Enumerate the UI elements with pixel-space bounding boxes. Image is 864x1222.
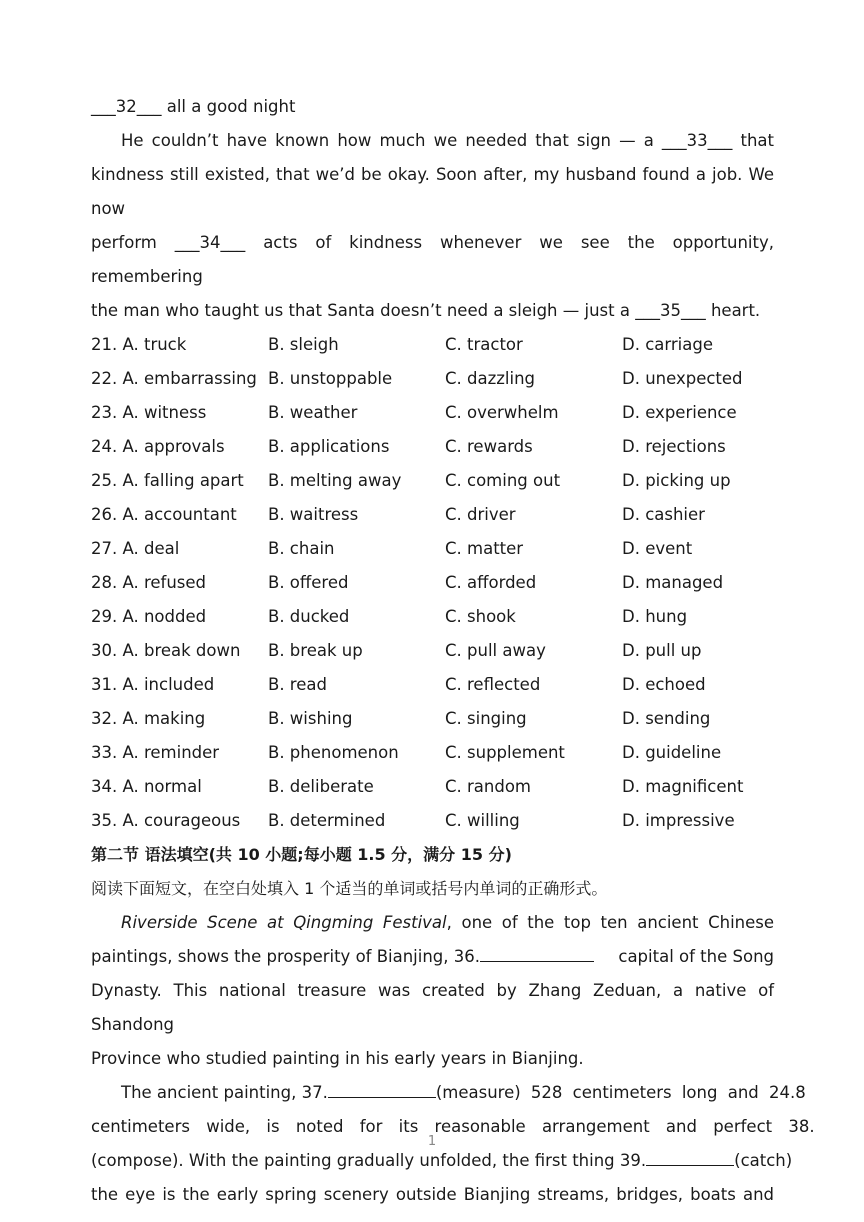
options-list — [91, 328, 774, 838]
option-choice: 35. A. courageous — [91, 811, 241, 830]
option-choice: C. random — [445, 777, 532, 796]
passage-line: Dynasty. This national treasure was created by Zhang Zeduan, a native of Shandong — [91, 981, 774, 1034]
passage-line — [91, 1144, 793, 1178]
option-row — [91, 566, 774, 600]
blank-36 — [480, 943, 594, 962]
option-choice: D. carriage — [622, 335, 713, 354]
option-choice: C. tractor — [445, 335, 523, 354]
option-choice: D. rejections — [622, 437, 726, 456]
option-row — [91, 532, 774, 566]
blank-39 — [646, 1147, 734, 1166]
passage-text: The ancient painting, 37. — [121, 1083, 328, 1102]
option-choice: C. rewards — [445, 437, 533, 456]
option-choice: B. weather — [268, 403, 358, 422]
option-choice: C. singing — [445, 709, 527, 728]
option-choice: C. pull away — [445, 641, 546, 660]
option-choice: 23. A. witness — [91, 403, 207, 422]
option-choice: 26. A. accountant — [91, 505, 237, 524]
option-choice: B. applications — [268, 437, 390, 456]
passage-line — [91, 1076, 806, 1110]
passage-line: kindness still existed, that we’d be okay. Soon after, my husband found a job. We now — [91, 165, 774, 218]
option-choice: C. reflected — [445, 675, 541, 694]
passage-line: the eye is the early spring scenery outside Bianjing streams, bridges, boats and — [91, 1185, 774, 1204]
option-choice: B. phenomenon — [268, 743, 399, 762]
option-choice: C. coming out — [445, 471, 561, 490]
passage-text: (catch) — [734, 1151, 793, 1170]
option-choice: C. afforded — [445, 573, 537, 592]
passage-line: ___32___ all a good night — [91, 97, 296, 116]
option-choice: 27. A. deal — [91, 539, 180, 558]
option-row — [91, 328, 774, 362]
option-choice: C. dazzling — [445, 369, 536, 388]
option-choice: D. impressive — [622, 811, 735, 830]
passage-line — [91, 906, 774, 940]
option-row — [91, 668, 774, 702]
section-heading: 第二节 语法填空(共 10 小题;每小题 1.5 分，满分 15 分) — [91, 845, 512, 864]
option-choice: B. wishing — [268, 709, 353, 728]
option-row — [91, 770, 774, 804]
option-row — [91, 396, 774, 430]
option-choice: 25. A. falling apart — [91, 471, 244, 490]
passage-text: (measure) 528 centimeters long and 24.8 — [435, 1083, 806, 1102]
option-choice: C. shook — [445, 607, 516, 626]
option-choice: B. break up — [268, 641, 363, 660]
option-row — [91, 498, 774, 532]
option-choice: 31. A. included — [91, 675, 215, 694]
option-choice: D. pull up — [622, 641, 702, 660]
option-choice: D. echoed — [622, 675, 706, 694]
option-choice: B. sleigh — [268, 335, 339, 354]
option-choice: 30. A. break down — [91, 641, 241, 660]
option-choice: D. magnificent — [622, 777, 744, 796]
passage-line: the man who taught us that Santa doesn’t need a sleigh — just a ___35___ heart. — [91, 301, 761, 320]
passage-text: capital of the Song — [618, 947, 774, 966]
option-choice: D. hung — [622, 607, 688, 626]
option-choice: B. waitress — [268, 505, 359, 524]
option-choice: D. picking up — [622, 471, 731, 490]
option-choice: 24. A. approvals — [91, 437, 225, 456]
option-choice: D. managed — [622, 573, 724, 592]
page-number: 1 — [427, 1134, 437, 1149]
passage-text: (compose). With the painting gradually unfolded, the first thing 39. — [91, 1151, 647, 1170]
option-choice: B. offered — [268, 573, 349, 592]
option-choice: 33. A. reminder — [91, 743, 220, 762]
option-choice: D. unexpected — [622, 369, 743, 388]
passage-line — [91, 940, 774, 974]
passage-line: Province who studied painting in his early years in Bianjing. — [91, 1049, 584, 1068]
option-choice: 22. A. embarrassing — [91, 369, 257, 388]
painting-title: Riverside Scene at Qingming Festival — [121, 913, 447, 932]
option-choice: 29. A. nodded — [91, 607, 207, 626]
option-row — [91, 702, 774, 736]
option-choice: B. melting away — [268, 471, 402, 490]
option-choice: D. experience — [622, 403, 737, 422]
option-choice: 32. A. making — [91, 709, 206, 728]
passage-text: paintings, shows the prosperity of Bianjing, 36. — [91, 947, 481, 966]
option-choice: D. cashier — [622, 505, 705, 524]
option-choice: C. willing — [445, 811, 520, 830]
option-choice: B. deliberate — [268, 777, 374, 796]
passage-text: , one of the top ten ancient Chinese — [446, 913, 775, 932]
section-instruction: 阅读下面短文，在空白处填入 1 个适当的单词或括号内单词的正确形式。 — [91, 879, 608, 898]
option-row — [91, 804, 774, 838]
option-row — [91, 736, 774, 770]
option-choice: D. guideline — [622, 743, 722, 762]
passage-text: centimeters wide, is noted for its reasonable arrangement and perfect 38. — [91, 1117, 815, 1136]
option-choice: D. sending — [622, 709, 711, 728]
blank-37 — [328, 1079, 436, 1098]
option-choice: C. overwhelm — [445, 403, 559, 422]
option-choice: 34. A. normal — [91, 777, 202, 796]
passage-line: perform ___34___ acts of kindness whenever we see the opportunity, remembering — [91, 233, 774, 286]
option-choice: B. chain — [268, 539, 335, 558]
option-choice: C. driver — [445, 505, 516, 524]
option-row — [91, 464, 774, 498]
passage-line: He couldn’t have known how much we needed that sign — a ___33___ that — [121, 131, 774, 150]
document-page — [91, 90, 815, 1212]
option-choice: 28. A. refused — [91, 573, 207, 592]
option-choice: B. read — [268, 675, 327, 694]
option-choice: 21. A. truck — [91, 335, 187, 354]
option-choice: B. unstoppable — [268, 369, 393, 388]
option-choice: C. matter — [445, 539, 524, 558]
option-choice: B. determined — [268, 811, 386, 830]
option-choice: D. event — [622, 539, 693, 558]
option-row — [91, 362, 774, 396]
option-choice: B. ducked — [268, 607, 350, 626]
option-row — [91, 600, 774, 634]
option-choice: C. supplement — [445, 743, 565, 762]
option-row — [91, 634, 774, 668]
option-row — [91, 430, 774, 464]
